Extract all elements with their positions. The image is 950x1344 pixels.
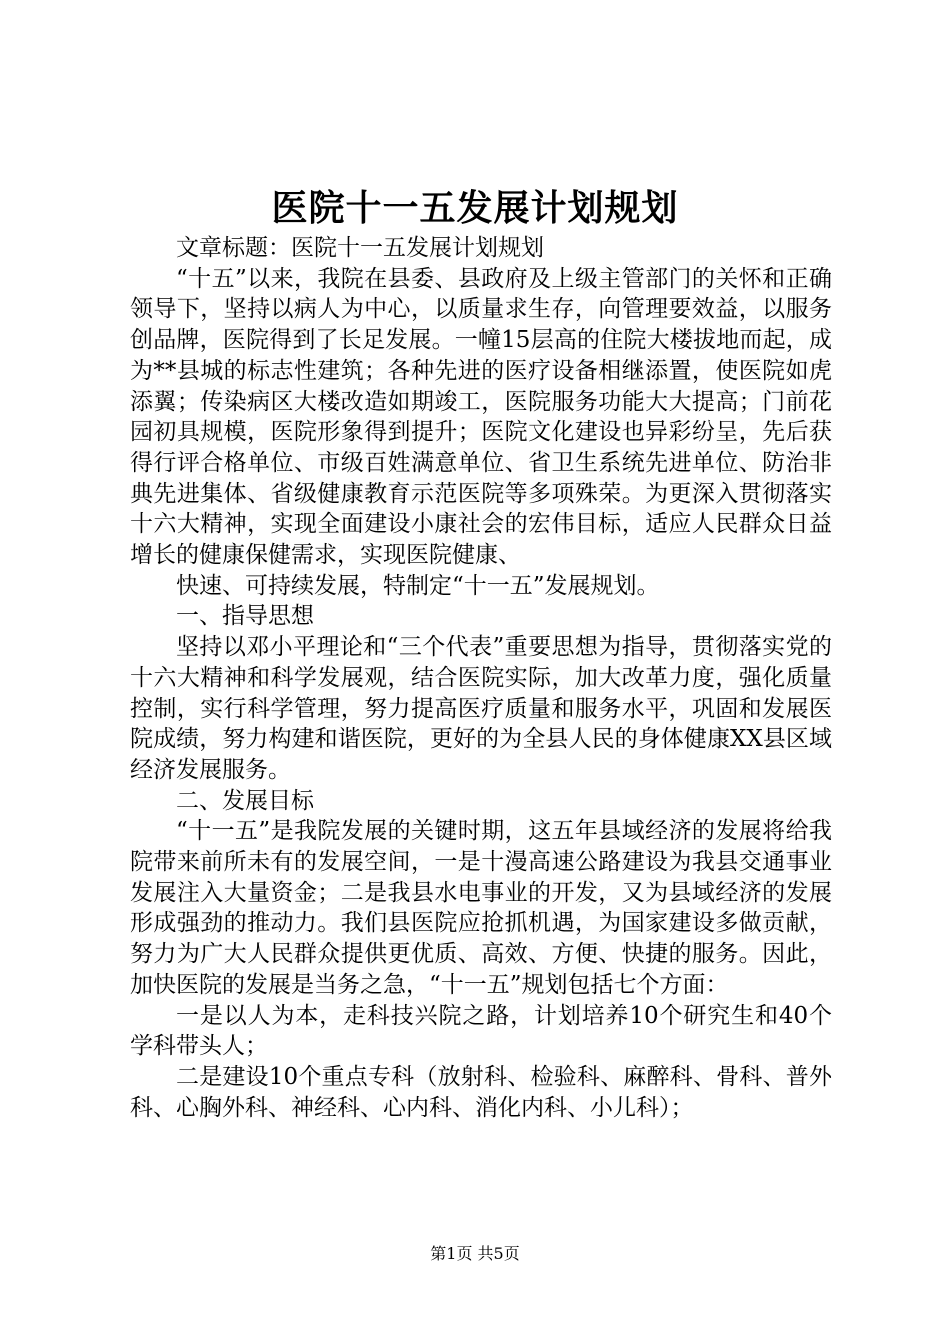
- intro-paragraph: “十五”以来，我院在县委、县政府及上级主管部门的关怀和正确领导下，坚持以病人为中心，以质量求生存，向管理要效益，以服务创品牌，医院得到了长足发展。一幢15层高的住院大楼拔地而起，成为**县城的标志性建筑；各种先进的医疗设备相继添置，使医院如虎添翼；传染病区大楼改造如期竣工，医院服务功能大大提高；门前花园初具规模，医院形象得到提升；医院文化建设也异彩纷呈，先后获得行评合格单位、市级百姓满意单位、省卫生系统先进单位、防治非典先进集体、省级健康教育示范医院等多项殊荣。为更深入贯彻落实十六大精神，实现全面建设小康社会的宏伟目标，适应人民群众日益增长的健康保健需求，实现医院健康、: [130, 265, 832, 569]
- intro-continuation-paragraph: 快速、可持续发展，特制定“十一五”发展规划。: [176, 572, 660, 599]
- document-title: 医院十一五发展计划规划: [271, 187, 679, 229]
- document-body: [130, 233, 832, 1123]
- goal-item-1: 一是以人为本，走科技兴院之路，计划培养10个研究生和40个学科带头人；: [130, 1002, 832, 1060]
- development-goals-paragraph: “十一五”是我院发展的关键时期，这五年县域经济的发展将给我院带来前所未有的发展空间，一是十漫高速公路建设为我县交通事业发展注入大量资金；二是我县水电事业的开发，又为县域经济的发展形成强劲的推动力。我们县医院应抢抓机遇，为国家建设多做贡献，努力为广大人民群众提供更优质、高效、方便、快捷的服务。因此，加快医院的发展是当务之急，“十一五”规划包括七个方面：: [130, 818, 832, 998]
- article-heading-line: 文章标题：医院十一五发展计划规划: [176, 235, 544, 261]
- page-indicator: 第1页 共5页: [430, 1244, 520, 1263]
- section-heading-guiding-ideology: 一、指导思想: [176, 603, 314, 630]
- goal-item-2: 二是建设10个重点专科（放射科、检验科、麻醉科、骨科、普外科、心胸外科、神经科、心内科、消化内科、小儿科）；: [130, 1063, 832, 1121]
- section-heading-development-goals: 二、发展目标: [176, 787, 314, 814]
- guiding-ideology-paragraph: 坚持以邓小平理论和“三个代表”重要思想为指导，贯彻落实党的十六大精神和科学发展观，结合医院实际，加大改革力度，强化质量控制，实行科学管理，努力提高医疗质量和服务水平，巩固和发展医院成绩，努力构建和谐医院，更好的为全县人民的身体健康XX县区域经济发展服务。: [130, 634, 832, 783]
